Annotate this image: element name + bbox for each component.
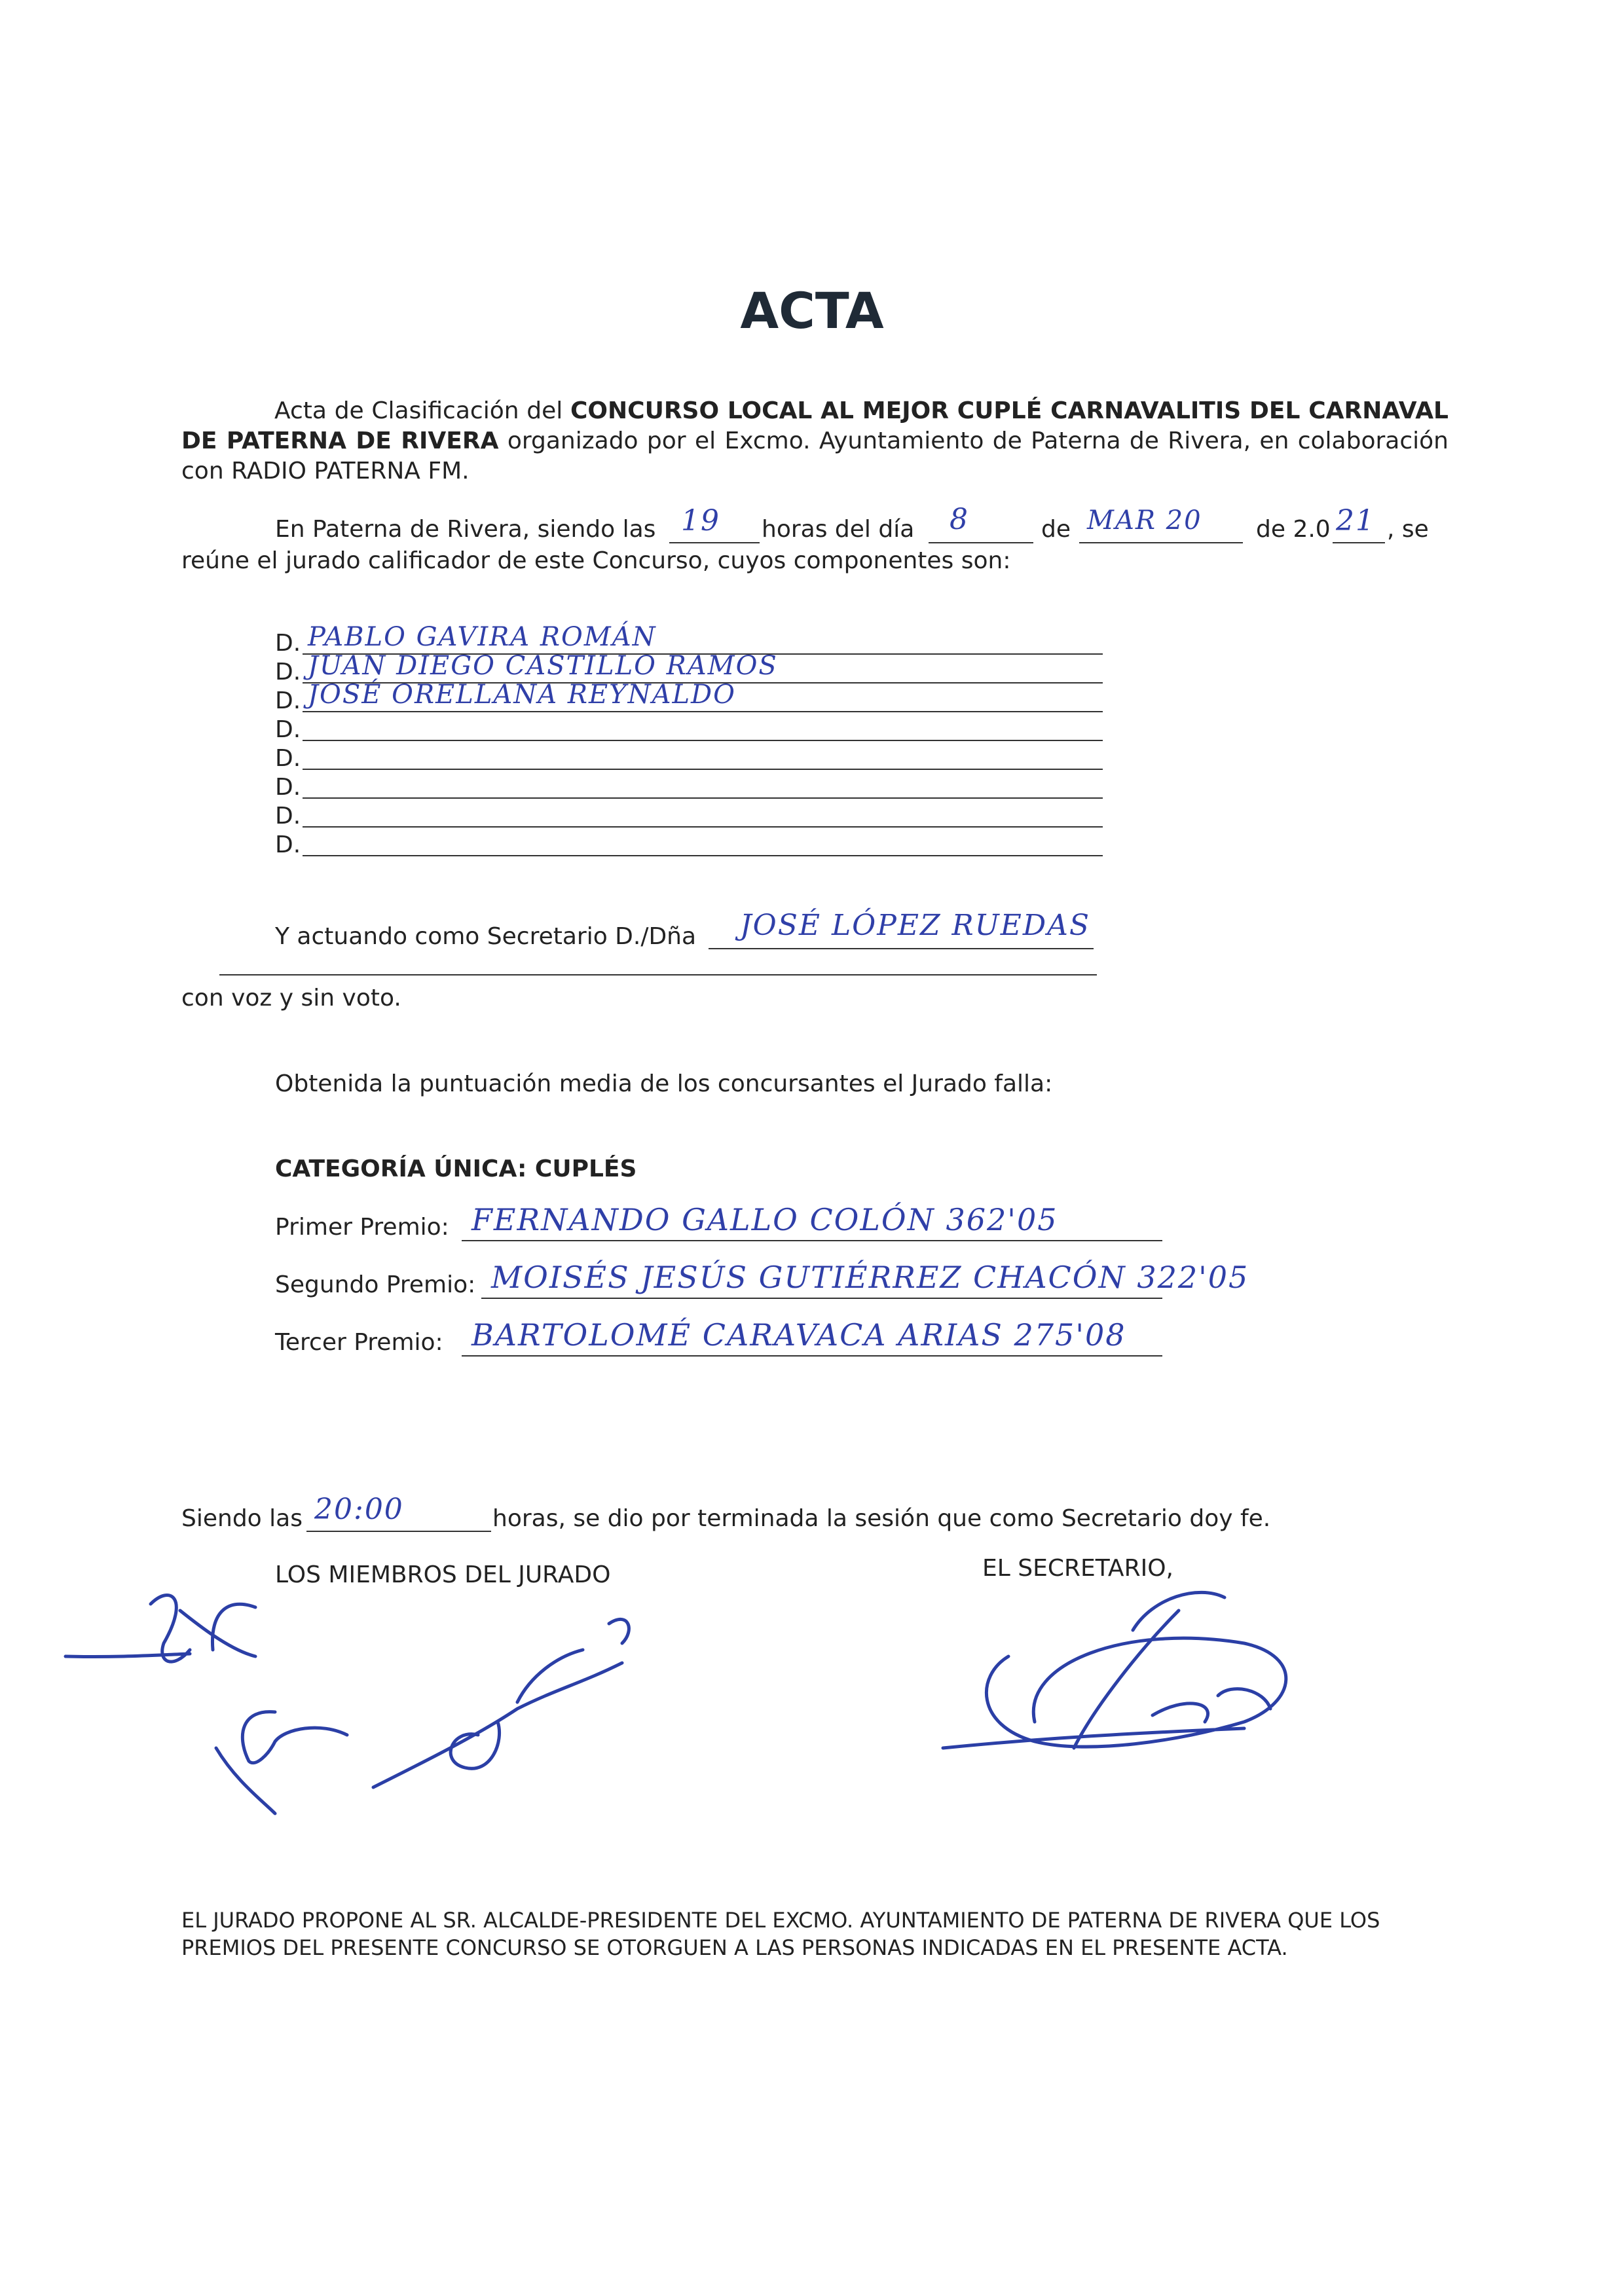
meeting-pre-year: de 2.0	[1256, 516, 1331, 543]
meeting-pre-hour: En Paterna de Rivera, siendo las	[275, 516, 656, 543]
secretary-signature	[877, 1571, 1336, 1807]
meeting-day: 8	[950, 503, 969, 536]
prize-label: Tercer Premio:	[275, 1329, 443, 1356]
intro-paragraph	[181, 396, 1449, 486]
document-title: ACTA	[740, 282, 884, 340]
secretary-signature-label: EL SECRETARIO,	[982, 1555, 1173, 1582]
prize-row	[275, 1317, 1257, 1359]
category-title: CATEGORÍA ÚNICA: CUPLÉS	[275, 1156, 637, 1182]
closing-time: 20:00	[314, 1493, 404, 1526]
jury-member-row	[275, 801, 1100, 830]
secretary-voice-note: con voz y sin voto.	[181, 985, 401, 1011]
prize-row	[275, 1202, 1257, 1244]
prize-label: Primer Premio:	[275, 1214, 449, 1241]
intro-lead: Acta de Clasificación del	[274, 397, 563, 424]
contest-name: CONCURSO LOCAL AL MEJOR CUPLÉ CARNAVALITIS DEL CARNAVAL DE PATERNA DE RIVERA	[181, 397, 1449, 454]
prize-winner: FERNANDO GALLO COLÓN 362'05	[471, 1202, 1058, 1237]
jury-member-row	[275, 715, 1100, 744]
jury-member-name: JUAN DIEGO CASTILLO RAMOS	[308, 651, 778, 681]
prize-winner: BARTOLOMÉ CARAVACA ARIAS 275'08	[471, 1317, 1126, 1353]
meeting-year-suffix: 21	[1336, 504, 1375, 538]
meeting-hour: 19	[681, 504, 720, 538]
prize-winner: MOISÉS JESÚS GUTIÉRREZ CHACÓN 322'05	[491, 1260, 1249, 1295]
closing-pre-time: Siendo las	[181, 1505, 303, 1532]
meeting-pre-month: de	[1041, 516, 1071, 543]
jury-member-prefix: D.	[275, 630, 301, 657]
jury-member-row	[275, 773, 1100, 801]
meeting-month: MAR 20	[1087, 505, 1202, 536]
jury-member-prefix: D.	[275, 774, 301, 801]
jury-member-name: PABLO GAVIRA ROMÁN	[308, 622, 657, 652]
jury-member-prefix: D.	[275, 745, 301, 772]
jury-member-prefix: D.	[275, 687, 301, 714]
intro-rest: organizado por el Excmo. Ayuntamiento de Paterna de Rivera, en colaboración con RADIO PATERNA FM.	[181, 428, 1449, 484]
jury-signature-label: LOS MIEMBROS DEL JURADO	[275, 1561, 611, 1588]
prize-row	[275, 1262, 1257, 1302]
meeting-pre-day: horas del día	[762, 516, 915, 543]
prize-label: Segundo Premio:	[275, 1271, 476, 1298]
meeting-line-2: reúne el jurado calificador de este Concurso, cuyos componentes son:	[181, 547, 1011, 574]
jury-member-prefix: D.	[275, 716, 301, 743]
jury-member-prefix: D.	[275, 831, 301, 858]
footer-proposal: EL JURADO PROPONE AL SR. ALCALDE-PRESIDENTE DEL EXCMO. AYUNTAMIENTO DE PATERNA DE RIVERA QUE LOS PREMIOS DEL PRESENTE CONCURSO SE OTORGUEN A LAS PERSONAS INDICADAS EN EL PRESENTE ACTA.	[181, 1908, 1380, 1960]
verdict-intro: Obtenida la puntuación media de los concursantes el Jurado falla:	[275, 1070, 1053, 1097]
jury-member-row	[275, 744, 1100, 773]
jury-member-prefix: D.	[275, 659, 301, 685]
jury-member-row	[275, 680, 1100, 715]
jury-signature-2	[216, 1712, 347, 1813]
secretary-label: Y actuando como Secretario D./Dña	[275, 923, 697, 950]
jury-member-name: JOSÉ ORELLANA REYNALDO	[308, 680, 736, 710]
secretary-name: JOSÉ LÓPEZ RUEDAS	[740, 909, 1091, 942]
closing-post-time: horas, se dio por terminada la sesión que como Secretario doy fe.	[492, 1505, 1271, 1532]
meeting-after-year: , se	[1387, 516, 1429, 543]
jury-member-prefix: D.	[275, 803, 301, 829]
jury-list	[275, 622, 1100, 859]
jury-signatures	[59, 1571, 648, 1833]
jury-signature-1	[65, 1595, 255, 1662]
jury-signature-3	[373, 1619, 629, 1787]
jury-member-row	[275, 830, 1100, 859]
